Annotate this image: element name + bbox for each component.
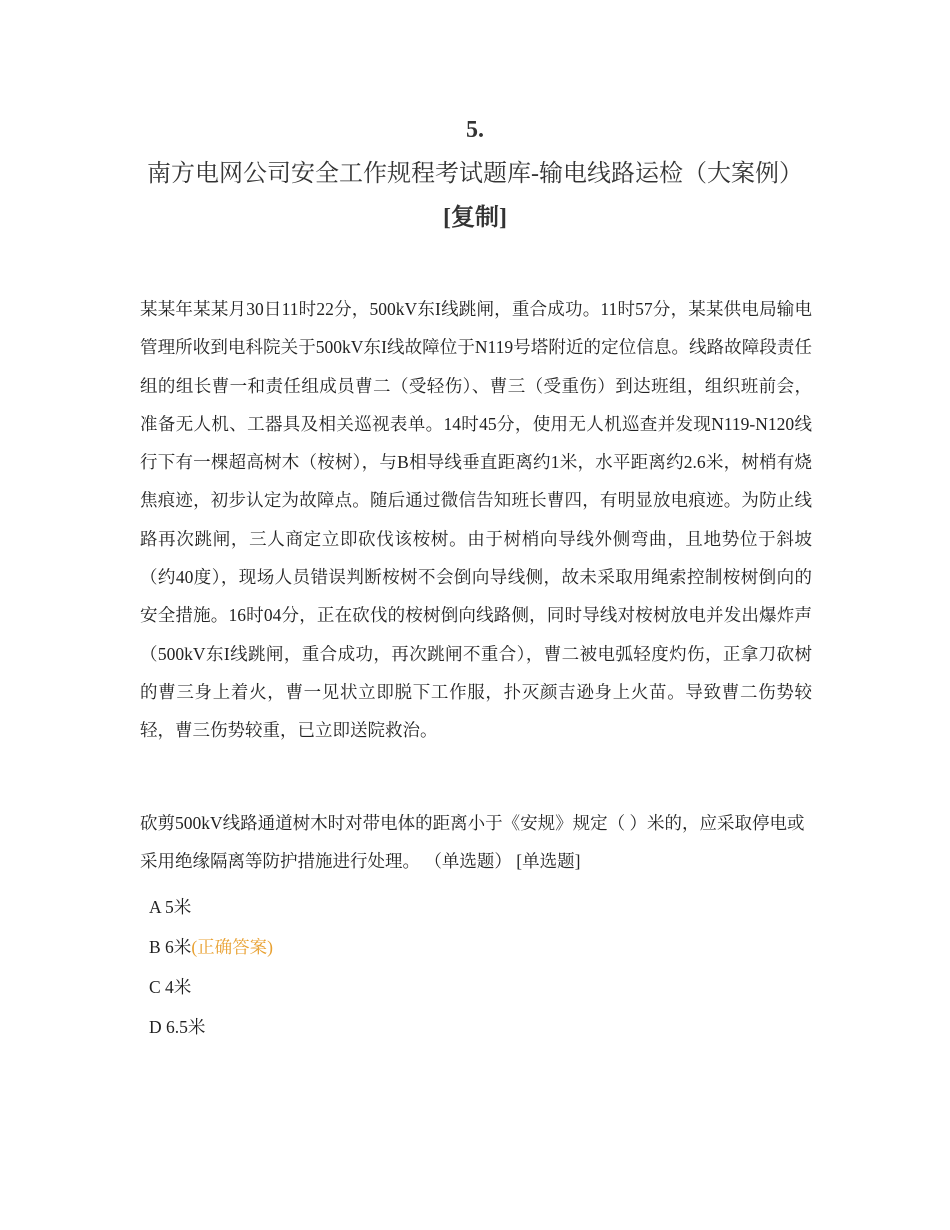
title-text: 南方电网公司安全工作规程考试题库-输电线路运检（大案例） [147,161,803,187]
correct-answer-badge: (正确答案) [191,937,273,957]
question-type-tag: [单选题] [516,851,581,872]
copy-tag: [复制] [443,205,507,231]
option-b[interactable] [149,927,749,967]
question-type-label: （单选题） [424,851,512,872]
question-text: 砍剪500kV线路通道树木时对带电体的距离小于《安规》规定（ ）米的，应采取停电或采用绝缘隔离等防护措施进行处理。 [140,813,805,872]
option-d-label: D 6.5米 [149,1017,206,1037]
option-a-label: A 5米 [149,897,192,917]
option-b-label: B 6米 [149,937,192,957]
question-stem [140,804,812,881]
option-d[interactable] [149,1007,749,1047]
answer-options [149,887,749,1047]
question-number: 5. [466,117,484,143]
option-a[interactable] [149,887,749,927]
option-c-label: C 4米 [149,977,192,997]
option-c[interactable] [149,967,749,1007]
case-passage: 某某年某某月30日11时22分，500kV东I线跳闸，重合成功。11时57分，某某供电局输电管理所收到电科院关于500kV东I线故障位于N119号塔附近的定位信息。线路故障段责任组的组长曹一和责任组成员曹二（受轻伤）、曹三（受重伤）到达班组，组织班前会，准备无人机、工器具及相关巡视表单。14时45分，使用无人机巡查并发现N119-N120线行下有一棵超高树木（桉树），与B相导线垂直距离约1米，水平距离约2.6米，树梢有烧焦痕迹，初步认定为故障点。随后通过微信告知班长曹四，有明显放电痕迹。为防止线路再次跳闸，三人商定立即砍伐该桉树。由于树梢向导线外侧弯曲，且地势位于斜坡（约40度），现场人员错误判断桉树不会倒向导线侧，故未采取用绳索控制桉树倒向的安全措施。16时04分，正在砍伐的桉树倒向线路侧，同时导线对桉树放电并发出爆炸声（500kV东I线跳闸，重合成功，再次跳闸不重合），曹二被电弧轻度灼伤，正拿刀砍树的曹三身上着火，曹一见状立即脱下工作服，扑灭颜吉逊身上火苗。导致曹二伤势较轻，曹三伤势较重，已立即送院救治。 [140,299,812,741]
page-title [140,108,810,240]
